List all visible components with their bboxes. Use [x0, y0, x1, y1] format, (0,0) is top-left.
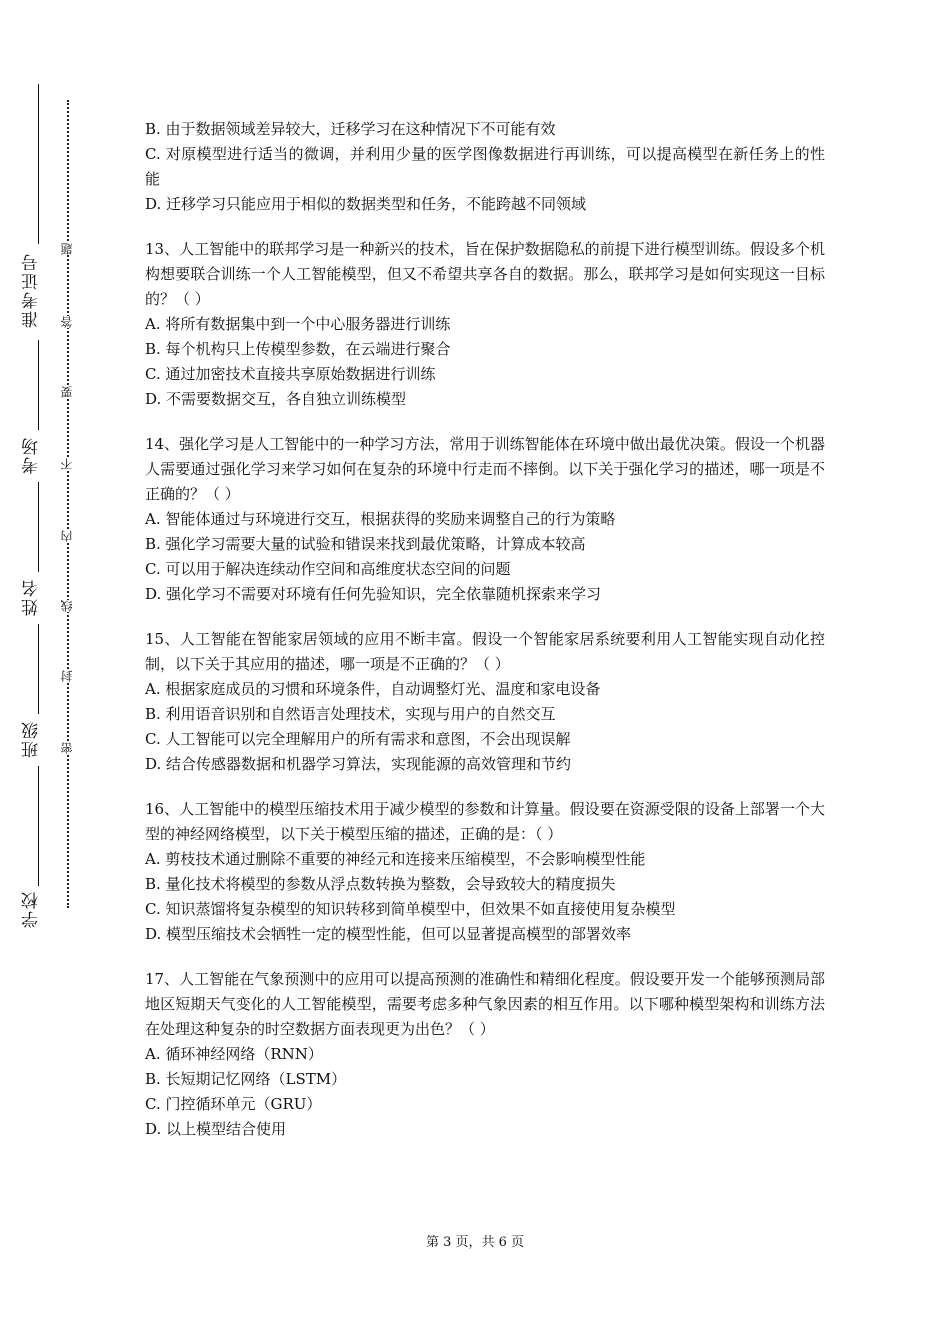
option: B. 长短期记忆网络（LSTM）: [145, 1070, 347, 1088]
option: B. 每个机构只上传模型参数，在云端进行聚合: [145, 340, 451, 358]
question-stem: 14、强化学习是人工智能中的一种学习方法，常用于训练智能体在环境中做出最优决策。假设一个机器人需要通过强化学习来学习如何在复杂的环境中行走而不摔倒。以下关于强化学习的描述，哪一项是不正确的？（ ）: [145, 435, 825, 503]
option: C. 人工智能可以完全理解用户的所有需求和意图，不会出现误解: [145, 730, 571, 748]
option: D. 不需要数据交互，各自独立训练模型: [145, 390, 407, 408]
question-12-continued: [145, 117, 825, 217]
seal-char: 内: [60, 530, 74, 542]
seal-char: 答: [60, 316, 74, 328]
option: A. 循环神经网络（RNN）: [145, 1045, 323, 1063]
question-stem: 13、人工智能中的联邦学习是一种新兴的技术，旨在保护数据隐私的前提下进行模型训练。假设多个机构想要联合训练一个人工智能模型，但又不希望共享各自的数据。那么，联邦学习是如何实现这一目标的？（ ）: [145, 240, 825, 308]
option: B. 强化学习需要大量的试验和错误来找到最优策略，计算成本较高: [145, 535, 586, 553]
option: A. 剪枝技术通过删除不重要的神经元和连接来压缩模型，不会影响模型性能: [145, 850, 646, 868]
option: C. 对原模型进行适当的微调，并利用少量的医学图像数据进行再训练，可以提高模型在新任务上的性能: [145, 145, 825, 188]
seal-char: 题: [60, 243, 74, 255]
binding-margin: [0, 0, 120, 1344]
seal-char: 密: [60, 742, 74, 754]
question-stem: 15、人工智能在智能家居领域的应用不断丰富。假设一个智能家居系统要利用人工智能实现自动化控制，以下关于其应用的描述，哪一项是不正确的？（ ）: [145, 630, 825, 673]
option: C. 可以用于解决连续动作空间和高维度状态空间的问题: [145, 560, 511, 578]
seal-char: 封: [60, 670, 74, 682]
question-16: [145, 797, 825, 947]
seal-char: 线: [60, 600, 74, 612]
option: B. 由于数据领域差异较大，迁移学习在这种情况下不可能有效: [145, 120, 556, 138]
question-stem: 17、人工智能在气象预测中的应用可以提高预测的准确性和精细化程度。假设要开发一个能够预测局部地区短期天气变化的人工智能模型，需要考虑多种气象因素的相互作用。以下哪种模型架构和训练方法在处理这种复杂的时空数据方面表现更为出色？（ ）: [145, 970, 825, 1038]
option: B. 量化技术将模型的参数从浮点数转换为整数，会导致较大的精度损失: [145, 875, 616, 893]
field-school: 学校: [22, 890, 42, 928]
option: D. 强化学习不需要对环境有任何先验知识，完全依靠随机探索来学习: [145, 585, 602, 603]
seal-dotted-line: [67, 100, 69, 908]
question-15: [145, 627, 825, 777]
option: A. 将所有数据集中到一个中心服务器进行训练: [145, 315, 451, 333]
field-exam-room: 考场: [22, 436, 42, 474]
option: D. 迁移学习只能应用于相似的数据类型和任务，不能跨越不同领域: [145, 195, 587, 213]
field-line: [38, 624, 39, 714]
field-exam-number: 准考证号: [22, 252, 42, 328]
question-13: [145, 237, 825, 412]
field-line: [38, 340, 39, 430]
option: A. 根据家庭成员的习惯和环境条件，自动调整灯光、温度和家电设备: [145, 680, 601, 698]
field-name: 姓名: [22, 578, 42, 616]
field-line: [38, 84, 39, 244]
option: D. 模型压缩技术会牺牲一定的模型性能，但可以显著提高模型的部署效率: [145, 925, 632, 943]
seal-char: 不: [60, 458, 74, 470]
option: A. 智能体通过与环境进行交互，根据获得的奖励来调整自己的行为策略: [145, 510, 616, 528]
field-line: [38, 766, 39, 886]
option: B. 利用语音识别和自然语言处理技术，实现与用户的自然交互: [145, 705, 556, 723]
question-14: [145, 432, 825, 607]
question-17: [145, 967, 825, 1142]
page-footer: 第 3 页，共 6 页: [425, 1235, 525, 1250]
field-class: 班级: [22, 720, 42, 758]
option: C. 门控循环单元（GRU）: [145, 1095, 322, 1113]
option: D. 结合传感器数据和机器学习算法，实现能源的高效管理和节约: [145, 755, 572, 773]
seal-char: 要: [60, 386, 74, 398]
field-line: [38, 482, 39, 572]
question-stem: 16、人工智能中的模型压缩技术用于减少模型的参数和计算量。假设要在资源受限的设备上部署一个大型的神经网络模型，以下关于模型压缩的描述，正确的是：（ ）: [145, 800, 825, 843]
option: C. 通过加密技术直接共享原始数据进行训练: [145, 365, 436, 383]
exam-content: [145, 117, 825, 1162]
option: C. 知识蒸馏将复杂模型的知识转移到简单模型中，但效果不如直接使用复杂模型: [145, 900, 676, 918]
option: D. 以上模型结合使用: [145, 1120, 287, 1138]
